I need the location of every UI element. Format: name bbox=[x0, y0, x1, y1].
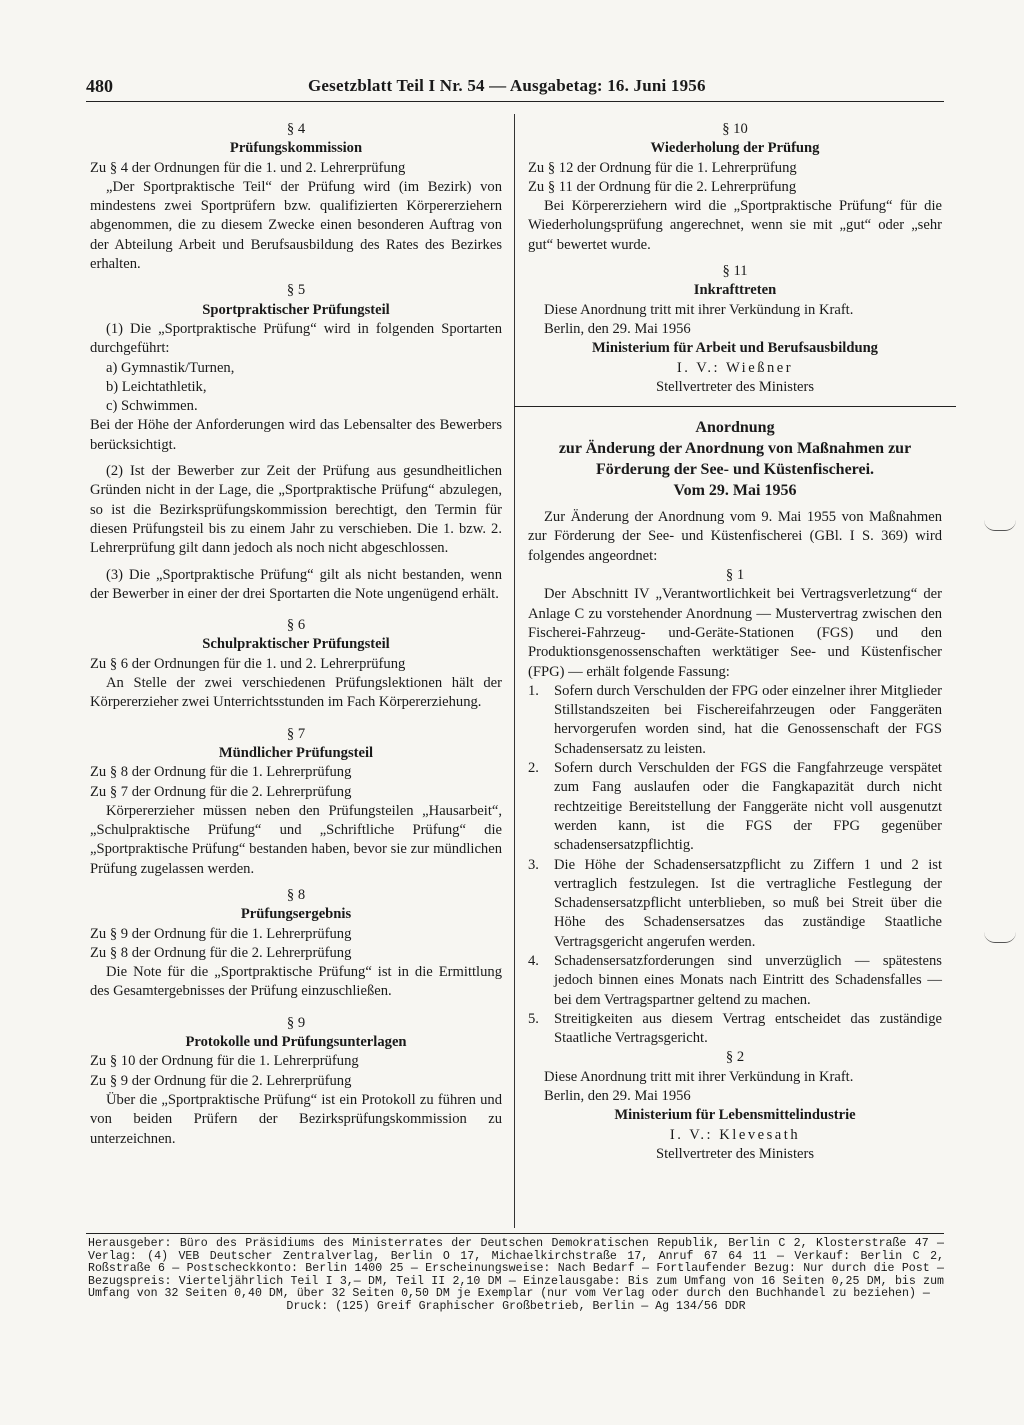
page-number: 480 bbox=[86, 76, 113, 96]
left-column bbox=[90, 120, 502, 1149]
section-number: § 9 bbox=[286, 1014, 306, 1031]
ordinance-date: Vom 29. Mai 1956 bbox=[673, 482, 797, 500]
item-text: Sofern durch Verschulden der FGS die Fangfahrzeuge verspätet zum Fang auslaufen oder die Fangkapazität durch nicht rechtzeitige Bereitstellung der Fanggeräte nicht voll ausgenutzt werden kann, ist die FGS der FPG gegenüber schadensersatzpflichtig. bbox=[554, 760, 942, 854]
paragraph: „Der Sportpraktische Teil“ der Prüfung wird (im Bezirk) von mindestens zwei Sportprüfern bzw. qualifizierten Körpererziehern abgenommen, die zu diesem Zwecke einen besonderen Auftrag von der Abteilung Arbeit und Berufsausbildung des Rates des Bezirkes erhalten. bbox=[90, 178, 502, 273]
section-number: § 10 bbox=[722, 121, 748, 137]
paragraph: Zu § 10 der Ordnung für die 1. Lehrerprüfung bbox=[90, 1053, 359, 1070]
section-heading: Prüfungskommission bbox=[229, 140, 363, 157]
paragraph: Diese Anordnung tritt mit ihrer Verkündung in Kraft. bbox=[544, 301, 854, 318]
numbered-item bbox=[528, 952, 942, 1010]
paragraph: Zu § 8 der Ordnung für die 2. Lehrerprüfung bbox=[90, 944, 352, 961]
section-number: § 5 bbox=[286, 282, 306, 299]
section-heading: Sportpraktischer Prüfungsteil bbox=[202, 301, 390, 318]
page-header bbox=[86, 76, 946, 98]
ordinance-title: Anordnung bbox=[695, 419, 775, 437]
signature-date: Berlin, den 29. Mai 1956 bbox=[544, 320, 691, 337]
gazette-title: Gesetzblatt Teil I Nr. 54 — Ausgabetag: 16. Juni 1956 bbox=[308, 76, 706, 95]
paragraph: Zu § 6 der Ordnungen für die 1. und 2. Lehrerprüfung bbox=[90, 655, 406, 672]
numbered-item bbox=[528, 682, 942, 759]
section-number: § 7 bbox=[286, 725, 306, 742]
item-text: Streitigkeiten aus diesem Vertrag entscheidet das zuständige Staatliche Vertragsgericht. bbox=[554, 1010, 942, 1047]
item-text: Schadensersatzforderungen sind unverzüglich — spätestens jedoch binnen eines Monats nach Eintritt des Schadensfalles — bei dem Vertragspartner geltend zu machen. bbox=[554, 952, 942, 1008]
section-number: § 2 bbox=[725, 1049, 745, 1066]
item-number: 3. bbox=[528, 856, 539, 873]
paragraph: Der Abschnitt IV „Verantwortlichkeit bei Vertragsverletzung“ der Anlage C zu vorstehender Anordnung — Mustervertrag zwischen den Fischerei-Fahrzeug- und-Geräte-Stationen (FGS) und den Produktionsgenossenschaften werktätiger See- und Küstenfischer (FPG) — erhält folgende Fassung: bbox=[528, 586, 942, 680]
section-heading: Wiederholung der Prüfung bbox=[650, 140, 820, 157]
paragraph: Zu § 4 der Ordnungen für die 1. und 2. Lehrerprüfung bbox=[90, 159, 406, 176]
item-text: Die Höhe der Schadensersatzpflicht zu Ziffern 1 und 2 ist vertraglich festzulegen. Ist die vertragliche Festlegung der Schadensersatzpflicht unterblieben, so muß bei Streit über die Höhe des Schadensersatzes das zuständige Staatliche Vertragsgericht angerufen werden. bbox=[554, 856, 942, 950]
paragraph: Zu § 8 der Ordnung für die 1. Lehrerprüfung bbox=[90, 764, 352, 781]
section-number: § 8 bbox=[286, 886, 306, 903]
paragraph: Zu § 11 der Ordnung für die 2. Lehrerprüfung bbox=[528, 178, 797, 195]
margin-mark bbox=[984, 932, 1016, 943]
paragraph: An Stelle der zwei verschiedenen Prüfungslektionen hält der Körpererzieher zwei Unterrichtsstunden im Fach Körpererziehung. bbox=[90, 675, 502, 711]
paragraph: Bei Körpererziehern wird die „Sportpraktische Prüfung“ für die Wiederholungsprüfung angerechnet, wenn sie mit „gut“ oder „sehr gut“ bewertet wurde. bbox=[528, 198, 942, 253]
header-rule bbox=[86, 101, 944, 102]
signer-name: I. V.: Wießner bbox=[676, 359, 794, 376]
paragraph: Zu § 9 der Ordnung für die 2. Lehrerprüfung bbox=[90, 1072, 352, 1089]
imprint-footer bbox=[88, 1238, 944, 1314]
paragraph: (2) Ist der Bewerber zur Zeit der Prüfung aus gesundheitlichen Gründen nicht in der Lage, die „Sportpraktische Prüfung“ abzulegen, so ist die Bezirksprüfungskommission berechtigt, den Termin für diesen Prüfungsteil bis zu einem Jahr zu verschieben. Die 1. bzw. 2. Lehrerprüfung gilt dann jedoch als noch nicht abgeschlossen. bbox=[90, 463, 502, 557]
signer-role: Stellvertreter des Ministers bbox=[655, 1145, 815, 1162]
margin-mark bbox=[984, 520, 1016, 531]
item-number: 4. bbox=[528, 952, 539, 969]
printer-line: Druck: (125) Greif Graphischer Großbetrieb, Berlin — Ag 134/56 DDR bbox=[286, 1299, 746, 1313]
paragraph: (1) Die „Sportpraktische Prüfung“ wird in folgenden Sportarten durchgeführt: bbox=[90, 320, 502, 357]
imprint-text: Herausgeber: Büro des Präsidiums des Ministerrates der Deutschen Demokratischen Republik, Berlin C 2, Klosterstraße 47 — Verlag: (4) VEB Deutscher Zentralverlag, Berlin O 17, Michaelkirchstraße 17, Anruf 67 64 11 — Verkauf: Berlin C 2, Roßstraße 6 — Postscheckkonto: Berlin 1400 25 — Erscheinungsweise: Nach Bedarf — Fortlaufender Bezug: Nur durch die Post — Bezugspreis: Vierteljährlich Teil I 3,— DM, Teil II 2,10 DM — Einzelausgabe: Bis zum Umfang von 16 Seiten 0,25 DM, bis zum Umfang von 32 Seiten 0,40 DM, über 32 Seiten 0,50 DM je Exemplar (nur vom Verlag oder durch den Buchhandel zu beziehen) — bbox=[88, 1237, 944, 1301]
numbered-item bbox=[528, 759, 942, 855]
paragraph: Zur Änderung der Anordnung vom 9. Mai 1955 von Maßnahmen zur Förderung der See- und Küstenfischerei (GBl. I S. 369) wird folgendes angeordnet: bbox=[528, 509, 942, 564]
paragraph: Zu § 12 der Ordnung für die 1. Lehrerprüfung bbox=[528, 159, 797, 176]
paragraph: Zu § 7 der Ordnung für die 2. Lehrerprüfung bbox=[90, 783, 352, 800]
column-divider bbox=[514, 114, 515, 1228]
paragraph: (3) Die „Sportpraktische Prüfung“ gilt als nicht bestanden, wenn der Bewerber in einer der drei Sportarten die Note ungenügend erhält. bbox=[90, 566, 502, 602]
numbered-item bbox=[528, 1010, 942, 1049]
ministry-name: Ministerium für Arbeit und Berufsausbildung bbox=[592, 340, 878, 357]
section-number: § 1 bbox=[725, 567, 745, 584]
list-item: c) Schwimmen. bbox=[106, 398, 198, 415]
item-number: 2. bbox=[528, 760, 539, 777]
paragraph: Körpererzieher müssen neben den Prüfungsteilen „Hausarbeit“, „Schulpraktische Prüfung“ und „Schriftliche Prüfung“ die „Sportpraktische Prüfung“ bestanden haben, bevor sie zur mündlichen Prüfung zugelassen werden. bbox=[90, 802, 502, 877]
paragraph: Bei der Höhe der Anforderungen wird das Lebensalter des Bewerbers berücksichtigt. bbox=[90, 417, 502, 453]
numbered-item bbox=[528, 856, 942, 952]
item-number: 5. bbox=[528, 1010, 539, 1027]
section-heading: Schulpraktischer Prüfungsteil bbox=[202, 636, 390, 653]
section-heading: Mündlicher Prüfungsteil bbox=[218, 744, 374, 761]
section-rule bbox=[514, 406, 956, 407]
paragraph: Über die „Sportpraktische Prüfung“ ist ein Protokoll zu führen und von beiden Prüfern der Bezirksprüfungskommission zu unterzeichnen. bbox=[90, 1091, 502, 1147]
item-text: Sofern durch Verschulden der FPG oder einzelner ihrer Mitglieder Stillstandszeiten bei Fischereifahrzeugen oder Fanggeräten hervorgerufen worden sind, hat die Genossenschaft der FGS Schadensersatz zu leisten. bbox=[554, 682, 942, 757]
paragraph: Die Note für die „Sportpraktische Prüfung“ ist in die Ermittlung des Gesamtergebnisses der Prüfung einzuschließen. bbox=[90, 964, 502, 1000]
paragraph: Diese Anordnung tritt mit ihrer Verkündung in Kraft. bbox=[544, 1068, 854, 1085]
list-item: b) Leichtathletik, bbox=[106, 378, 207, 395]
section-number: § 6 bbox=[286, 617, 306, 634]
section-heading: Prüfungsergebnis bbox=[240, 906, 352, 923]
section-heading: Protokolle und Prüfungsunterlagen bbox=[185, 1034, 407, 1051]
section-number: § 4 bbox=[286, 121, 306, 137]
list-item: a) Gymnastik/Turnen, bbox=[106, 359, 235, 376]
right-column bbox=[528, 120, 942, 1164]
ordinance-subtitle: zur Änderung der Anordnung von Maßnahmen zur Förderung der See- und Küstenfischerei. bbox=[558, 440, 912, 479]
section-number: § 11 bbox=[722, 263, 748, 280]
signature-date: Berlin, den 29. Mai 1956 bbox=[544, 1088, 691, 1105]
signer-role: Stellvertreter des Ministers bbox=[655, 378, 815, 395]
footer-rule bbox=[86, 1233, 944, 1234]
paragraph: Zu § 9 der Ordnung für die 1. Lehrerprüfung bbox=[90, 925, 352, 942]
ministry-name: Ministerium für Lebensmittelindustrie bbox=[614, 1107, 856, 1124]
item-number: 1. bbox=[528, 682, 539, 699]
signer-name: I. V.: Klevesath bbox=[669, 1126, 801, 1143]
section-heading: Inkrafttreten bbox=[693, 282, 777, 299]
